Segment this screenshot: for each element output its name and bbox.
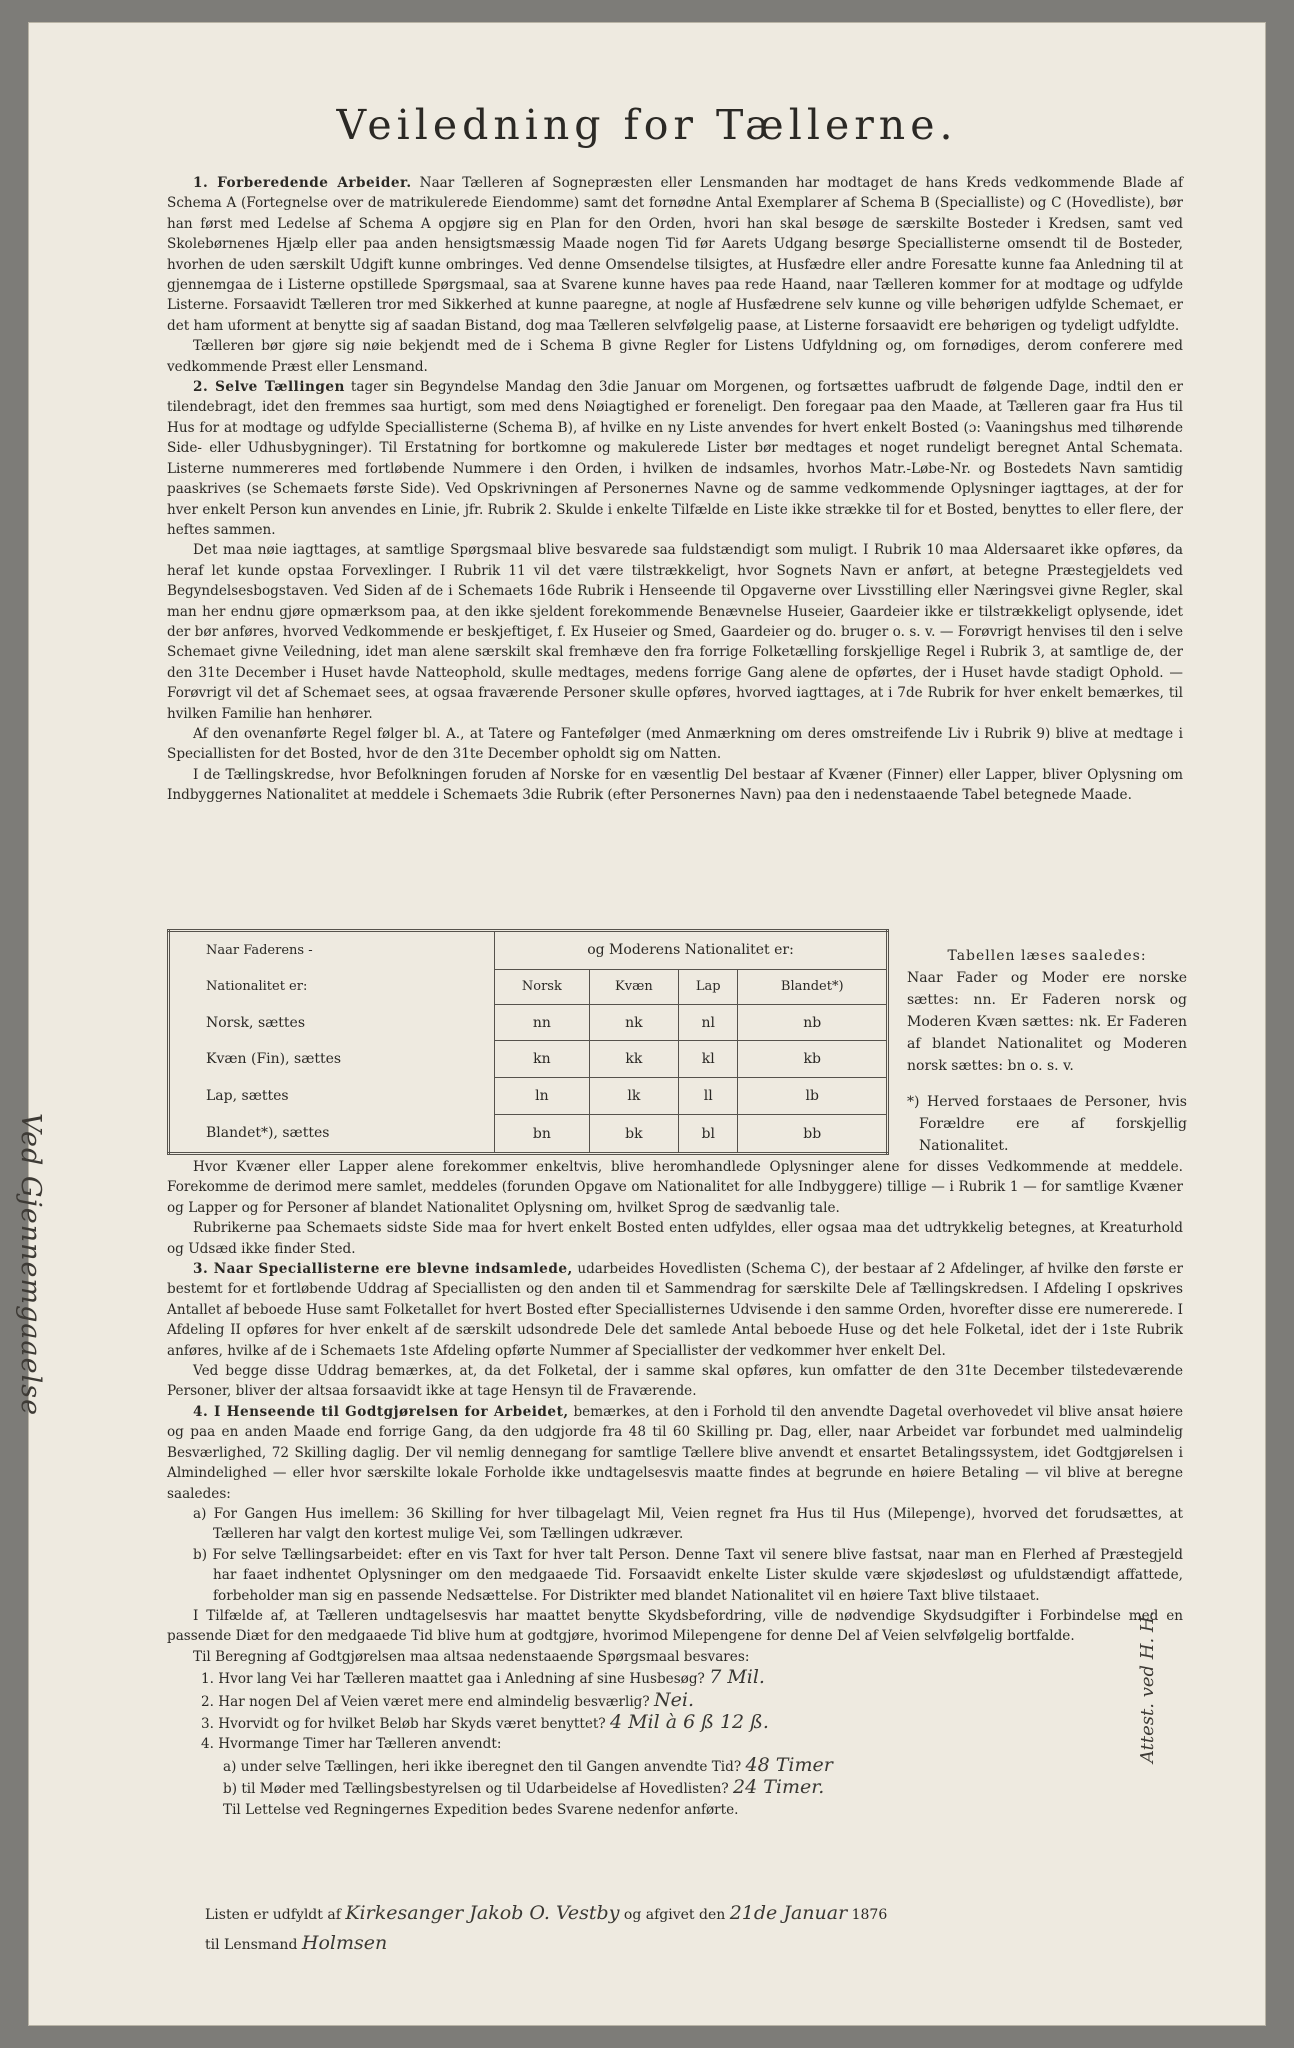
table-cell: nn bbox=[495, 1004, 590, 1041]
section-2-paragraph bbox=[167, 377, 1183, 540]
table-cell: nk bbox=[589, 1004, 678, 1041]
table-row bbox=[169, 1004, 888, 1041]
nationality-grid bbox=[167, 929, 889, 1155]
lensmand-prefix: til Lensmand bbox=[205, 1937, 298, 1953]
table-cell: bl bbox=[679, 1115, 738, 1154]
row-label: Kvæn (Fin), sættes bbox=[169, 1041, 495, 1078]
lensmand-line bbox=[205, 1929, 1195, 1959]
section-3-heading: 3. Naar Speciallisterne ere blevne indsamlede, bbox=[193, 1261, 573, 1278]
paragraph bbox=[167, 336, 1183, 377]
table-row bbox=[169, 1115, 888, 1154]
section-1-text: Naar Tælleren af Sognepræsten eller Lensmanden har modtaget de hans Kreds vedkommende Blade af Schema A (Fortegnelse over de matrikulerede Eiendomme) samt det fornødne Antal Exemplarer af Schema B (Specialliste) og C (Hovedliste), bør han først med Ledelse af Schema A opgjøre sig en Plan for den Orden, hvori han skal besøge de særskilte Bosteder i Kredsen, samt ved Skolebørnenes Hjælp eller paa anden hensigtsmæssig Maade nogen Tid før Aarets Udgang besørge Speciallisterne omsendt til de Bosteder, hvorhen de uden særskilt Udgift kunne ombringes. Ved denne Omsendelse tilsigtes, at Husfædre eller andre Foresatte kunne faa Anledning til at gjennemgaa de i Listerne opstillede Spørgsmaal, saa at Svarene kunne haves paa rede Haand, naar Tælleren kommer for at modtage og udfylde Listerne. Forsaavidt Tælleren tror med Sikkerhed at kunne paaregne, at nogle af Husfædrene selv kunne og ville behørigen udfylde Schemaet, er det ham uforment at benytte sig af saadan Bistand, dog maa Tælleren selvfølgelig paase, at Listerne forsaavidt ere behørigen og tydeligt udfyldte. bbox=[167, 175, 1183, 334]
question-4 bbox=[167, 1734, 1183, 1754]
table-explanation-text: Naar Fader og Moder ere norske sættes: nn. Er Faderen norsk og Moderen Kvæn sættes: nk. Er Faderen af blandet Nationalitet og Moderen norsk sættes: bn o. s. v. bbox=[907, 970, 1187, 1074]
question-1 bbox=[167, 1667, 1183, 1689]
paragraph-text: I de Tællingskredse, hvor Befolkningen foruden af Norske for en væsentlig Del bestaar af Kvæner (Finner) eller Lapper, bliver Oplysning om Indbyggernes Nationalitet at meddele i Schemaets 3die Rubrik (efter Personernes Navn) paa den i nedenstaaende Tabel betegnede Maade. bbox=[167, 766, 1183, 804]
table-footnote: *) Herved forstaaes de Personer, hvis Forældre ere af forskjellig Nationalitet. bbox=[907, 1094, 1187, 1154]
side-handwriting: Attest. ved H. H. bbox=[1137, 1610, 1158, 1763]
section-3-paragraph bbox=[167, 1259, 1183, 1361]
question-4a bbox=[167, 1755, 1183, 1777]
header-father: Naar Faderens - bbox=[169, 931, 495, 970]
pay-item-b: b) For selve Tællingsarbeidet: efter en vis Taxt for hver talt Person. Denne Taxt vil senere blive fastsat, naar man en Flerhed af Præstegjeld har faaet indhentet Oplysninger om den medgaaede Tid. Forsaavidt enkelte Lister skulde være skjødesløst og ufuldstændigt affattede, forbeholder man sig en passende Nedsættelse. For Distrikter med blandet Nationalitet vil en høiere Taxt blive tilstaaet. bbox=[193, 1546, 1183, 1604]
table-cell: nb bbox=[738, 1004, 888, 1041]
row-label: Norsk, sættes bbox=[169, 1004, 495, 1041]
handwritten-answer: 48 Timer bbox=[745, 1753, 833, 1776]
signature-prefix: Listen er udfyldt af bbox=[205, 1907, 341, 1923]
col-header: Lap bbox=[679, 969, 738, 1004]
handwritten-answer: 24 Timer. bbox=[733, 1776, 825, 1799]
header-father-2: Nationalitet er: bbox=[169, 969, 495, 1004]
paragraph bbox=[167, 1157, 1183, 1218]
paragraph: Til Beregning af Godtgjørelsen maa altsaa nedenstaaende Spørgsmaal besvares: bbox=[193, 1648, 750, 1665]
question-text: 2. Har nogen Del af Veien været mere end almindelig besværlig? bbox=[201, 1693, 650, 1710]
question-text: 1. Hvor lang Vei har Tælleren maattet gaa i Anledning af sine Husbesøg? bbox=[201, 1671, 705, 1688]
table-cell: bk bbox=[589, 1115, 678, 1154]
handwritten-answer: 4 Mil à 6 ß 12 ß. bbox=[609, 1710, 769, 1733]
filled-by: Kirkesanger Jakob O. Vestby bbox=[345, 1902, 620, 1924]
table-cell: kn bbox=[495, 1041, 590, 1078]
paragraph-text: Hvor Kvæner eller Lapper alene forekommer enkeltvis, blive heromhandlede Oplysninger alene for disses Vedkommende at meddele. Forekomme de derimod mere samlet, meddeles (forunden Opgave om Nationalitet for alle Indbyggere) tillige — i Rubrik 1 — for samtlige Kvæner og Lapper og for Personer af blandet Nationalitet Oplysning om, hvilket Sprog de sædvanlig tale. bbox=[167, 1159, 1183, 1216]
question-4b bbox=[167, 1777, 1183, 1799]
paragraph bbox=[167, 1361, 1183, 1402]
question-text: 4. Hvormange Timer har Tælleren anvendt: bbox=[201, 1736, 502, 1753]
paragraph-text: Ved begge disse Uddrag bemærkes, at, da det Folketal, der i samme skal opføres, kun omfatter de den 31te December tilstedeværende Personer, bliver der altsaa forsaavidt ikke at tage Hensyn til de Fraværende. bbox=[167, 1363, 1183, 1400]
paragraph bbox=[167, 1218, 1183, 1259]
table-cell: lk bbox=[589, 1078, 678, 1115]
header-mother: og Moderens Nationalitet er: bbox=[495, 931, 888, 970]
lower-sections bbox=[167, 1157, 1183, 1820]
intro-sections bbox=[167, 173, 1183, 806]
section-4-heading: 4. I Henseende til Godtgjørelsen for Arbeidet, bbox=[193, 1403, 569, 1420]
table-row bbox=[169, 1078, 888, 1115]
table-cell: bb bbox=[738, 1115, 888, 1154]
table-row bbox=[169, 1041, 888, 1078]
table-cell: kk bbox=[589, 1041, 678, 1078]
pay-item-a: a) For Gangen Hus imellem: 36 Skilling for hver tilbagelagt Mil, Veien regnet fra Hus til Hus (Milepenge), hvorved det forudsættes, at Tælleren har valgt den kortest mulige Vei, som Tællingen udkræver. bbox=[193, 1505, 1183, 1543]
signature-line bbox=[205, 1899, 1195, 1929]
paragraph-text: Det maa nøie iagttages, at samtlige Spørgsmaal blive besvarede saa fuldstændigt som muligt. I Rubrik 10 maa Aldersaaret ikke opføres, da heraf let kunde opstaa Forvexlinger. I Rubrik 11 vil det være tilstrækkeligt, hvor Sognets Navn er anført, at betegne Præstegjeldets ved Begyndelsesbogstaven. Ved Siden af de i Schemaets 16de Rubrik i Henseende til Opgaverne over Livsstilling eller Næringsvei givne Regler, skal man her endnu gjøre opmærksom paa, at den ikke sjeldent forekommende Benævnelse Huseier, Gaardeier ikke er tilstrækkeligt oplysende, idet der bør anføres, hvorved Vedkommende er beskjeftiget, f. Ex Huseier og Smed, Gaardeier og do. bruger o. s. v. — Forøvrigt henvises til den i selve Schemaet givne Veiledning, idet man alene særskilt skal fremhæve den fra forrige Folketælling forskjellige Regel i Rubrik 3, at samtlige de, der den 31te December i Huset havde Natteophold, skulle medtages, medens forrige Gang alene de opførtes, der i Huset havde stadigt Ophold. — Forøvrigt vil det af Schemaet sees, at ogsaa fraværende Personer skulle opføres, hvorved iagttages, at i 7de Rubrik for hver enkelt bemærkes, til hvilken Familie han henhører. bbox=[167, 542, 1183, 722]
section-4-text: bemærkes, at den i Forhold til den anvendte Dagetal overhovedet vil blive ansat høiere og paa en anden Maade end forrige Gang, da den udgjorde fra 48 til 60 Skilling pr. Dag, eller, naar Arbeidet var forbundet med ualmindelig Besværlighed, 72 Skilling daglig. Der vil nemlig dennegang for samtlige Tællere blive anvendt et ensartet Betalingssystem, idet Godtgjørelsen i Almindelighed — eller hvor særskilte lokale Forholde ikke undtagelsesvis maatte findes at begrunde en høiere Betaling — vil blive at beregne saaledes: bbox=[167, 1403, 1184, 1502]
row-label: Blandet*), sættes bbox=[169, 1115, 495, 1154]
document-title: Veiledning for Tællerne. bbox=[336, 101, 958, 149]
row-label: Lap, sættes bbox=[169, 1078, 495, 1115]
handwritten-answer: 7 Mil. bbox=[709, 1666, 765, 1689]
document-page bbox=[15, 22, 1266, 2026]
nationality-table bbox=[167, 929, 889, 1155]
section-4-paragraph bbox=[167, 1402, 1183, 1504]
section-2-text: tager sin Begyndelse Mandag den 3die Januar om Morgenen, og fortsættes uafbrudt de følgende Dage, indtil den er tilendebragt, idet den fremmes saa hurtigt, som med dens Nøiagtighed er foreneligt. Den foregaar paa den Maade, at Tælleren gaar fra Hus til Hus for at modtage og udfylde Speciallisterne (Schema B), af hvilke en ny Liste anvendes for hvert enkelt Bosted (ɔ: Vaaningshus med tilhørende Side- eller Udhusbygninger). Til Erstatning for bortkomne og makulerede Lister bør medtages et noget rundeligt beregnet Antal Schemata. Listerne nummereres med fortløbende Nummere i den Orden, i hvilken de indsamles, hvorhos Matr.-Løbe-Nr. og Bostedets Navn samtidig paaskrives (se Schemaets første Side). Ved Opskrivningen af Personernes Navne og de samme vedkommende Oplysninger iagttages, at der for hver enkelt Person kun anvendes en Linie, jfr. Rubrik 2. Skulde i enkelte Tilfælde en Liste ikke strække til for et Bosted, benyttes to eller flere, der heftes sammen. bbox=[167, 379, 1183, 538]
signature-mid: og afgivet den bbox=[623, 1907, 726, 1923]
table-cell: lb bbox=[738, 1078, 888, 1115]
table-cell: ln bbox=[495, 1078, 590, 1115]
signature-block bbox=[205, 1899, 1195, 1959]
table-cell: ll bbox=[679, 1078, 738, 1115]
section-3-text: udarbeides Hovedlisten (Schema C), der bestaar af 2 Afdelinger, af hvilke den første er bestemt for et fortløbende Uddrag af Speciallisten og den anden til et Sammendrag for særskilte Dele af Tællingskredsen. I Afdeling I opskrives Antallet af beboede Huse samt Folketallet for hvert Bosted efter Speciallisternes Udvisende i den samme Orden, hvorefter disse ere numererede. I Afdeling II opføres for hver enkelt af de særskilt udsondrede Dele det samlede Antal beboede Huse og det hele Folketal, idet der i 1ste Rubrik anføres, hvilke af de i Schemaets 1ste Afdeling opførte Nummer af Speciallister der vedkommer hver enkelt Del. bbox=[167, 1261, 1184, 1359]
table-explanation-heading: Tabellen læses saaledes: bbox=[947, 948, 1147, 964]
paragraph-text: Rubrikerne paa Schemaets sidste Side maa for hvert enkelt Bosted enten udfyldes, eller ogsaa maa det udtrykkelig betegnes, at Kreaturhold og Udsæd ikke finder Sted. bbox=[167, 1220, 1183, 1257]
table-explanation bbox=[907, 945, 1187, 1157]
section-1-paragraph bbox=[167, 173, 1183, 336]
margin-line: Ved Gjennemgaaelse bbox=[15, 1113, 46, 1417]
paragraph bbox=[167, 540, 1183, 724]
section-2-heading: 2. Selve Tællingen bbox=[193, 379, 345, 396]
table-cell: kb bbox=[738, 1041, 888, 1078]
question-text: b) til Møder med Tællingsbestyrelsen og til Udarbeidelse af Hovedlisten? bbox=[223, 1781, 729, 1798]
section-1-heading: 1. Forberedende Arbeider. bbox=[193, 175, 412, 191]
table-cell: bn bbox=[495, 1115, 590, 1154]
delivery-date: 21de Januar bbox=[729, 1902, 848, 1924]
question-3 bbox=[167, 1712, 1183, 1734]
paragraph-text: Af den ovenanførte Regel følger bl. A., at Tatere og Fantefølger (med Anmærkning om deres omstreifende Liv i Rubrik 9) blive at medtage i Speciallisten for det Bosted, hvor de den 31te December opholdt sig om Natten. bbox=[167, 725, 1183, 763]
col-header: Kvæn bbox=[589, 969, 678, 1004]
question-2 bbox=[167, 1690, 1183, 1712]
table-cell: kl bbox=[679, 1041, 738, 1078]
closing-line: Til Lettelse ved Regningernes Expedition bedes Svarene nedenfor anførte. bbox=[223, 1801, 739, 1818]
col-header: Norsk bbox=[495, 969, 590, 1004]
margin-handwriting bbox=[0, 1113, 69, 1486]
paragraph bbox=[167, 765, 1183, 806]
paragraph-text: Tælleren bør gjøre sig nøie bekjendt med de i Schema B givne Regler for Listens Udfyldning og, om fornødiges, derom conferere med vedkommende Præst eller Lensmand. bbox=[167, 338, 1183, 375]
paragraph: I Tilfælde af, at Tælleren undtagelsesvis har maattet benytte Skydsbefordring, ville de nødvendige Skydsudgifter i Forbindelse med en passende Diæt for den medgaaede Tid blive hum at godtgjøre, hvorimod Milepengene for denne Del af Veien selvfølgelig bortfalde. bbox=[167, 1607, 1183, 1645]
question-text: 3. Hvorvidt og for hvilket Beløb har Skyds været benyttet? bbox=[201, 1715, 606, 1732]
table-cell: nl bbox=[679, 1004, 738, 1041]
handwritten-answer: Nei. bbox=[654, 1688, 694, 1711]
col-header: Blandet*) bbox=[738, 969, 888, 1004]
year: 1876 bbox=[851, 1907, 888, 1923]
question-text: a) under selve Tællingen, heri ikke iberegnet den til Gangen anvendte Tid? bbox=[223, 1758, 742, 1775]
lensmand-name: Holmsen bbox=[301, 1932, 388, 1954]
paragraph bbox=[167, 724, 1183, 765]
